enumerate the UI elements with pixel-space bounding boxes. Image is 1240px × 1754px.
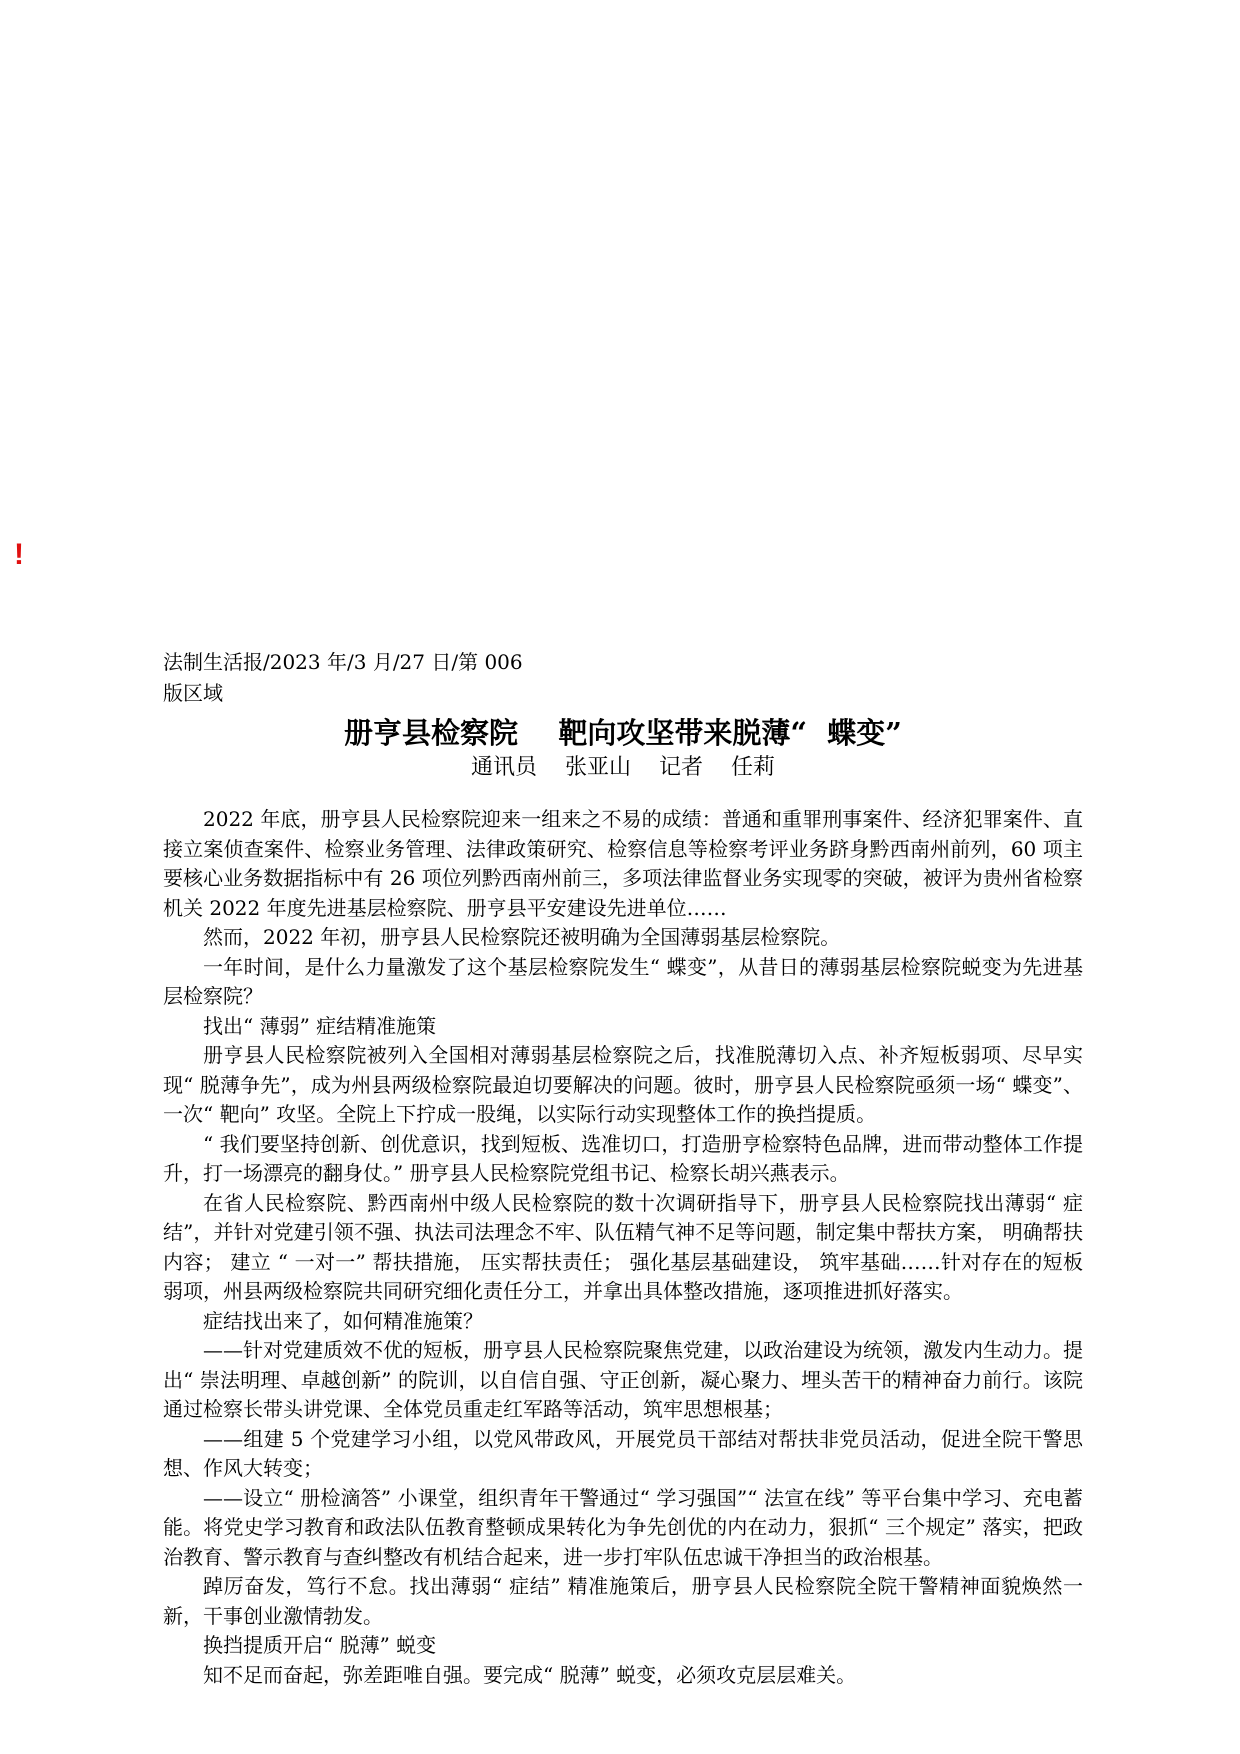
paragraph-listed-weak: 册亨县人民检察院被列入全国相对薄弱基层检察院之后，找准脱薄切入点、补齐短板弱项、尽早实现“ 脱薄争先”，成为州县两级检察院最迫切要解决的问题。彼时，册亨县人民检察院亟须一场“ 蝶变”、一次“ 靶向” 攻坚。全院上下拧成一股绳，以实际行动实现整体工作的换挡提质。 [163, 1043, 1083, 1126]
paragraph-overcome: 知不足而奋起，弥差距唯自强。要完成“ 脱薄” 蜕变，必须攻克层层难关。 [203, 1662, 857, 1687]
paragraph-classroom: ——设立“ 册检滴答” 小课堂，组织青年干警通过“ 学习强国”“ 法宣在线” 等平台集中学习、充电蓄能。将党史学习教育和政法队伍教育整顿成果转化为争先创优的内在动力，狠抓“ 三个规定” 落实，把政治教育、警示教育与查纠整改有机结合起来，进一步打牢队伍忠诚干净担当的政治根基。 [163, 1485, 1083, 1569]
paragraph-quote: “ 我们要坚持创新、创优意识，找到短板、选准切口，打造册亨检察特色品牌，进而带动整体工作提升，打一场漂亮的翻身仗。” 册亨县人民检察院党组书记、检察长胡兴燕表示。 [163, 1131, 1083, 1185]
article-byline: 通讯员 张亚山 记者 任莉 [471, 755, 775, 780]
paragraph-new-look: 踔厉奋发，笃行不怠。找出薄弱“ 症结” 精准施策后，册亨县人民检察院全院干警精神面貌焕然一新，干事创业激情勃发。 [163, 1574, 1083, 1628]
article-page [163, 647, 1083, 1690]
paragraph-weak-status: 然而，2022 年初，册亨县人民检察院还被明确为全国薄弱基层检察院。 [203, 925, 841, 949]
paragraph-intro-achievements: 2022 年底，册亨县人民检察院迎来一组来之不易的成绩：普通和重罪刑事案件、经济犯罪案件、直接立案侦查案件、检察业务管理、法律政策研究、检察信息等检察考评业务跻身黔西南州前列，60 项主要核心业务数据指标中有 26 项位列黔西南州前三，多项法律监督业务实现零的突破，被评为贵州省检察机关 2022 年度先进基层检察院、册亨县平安建设先进单位…… [163, 807, 1083, 920]
section-heading-upgrade: 换挡提质开启“ 脱薄” 蜕变 [203, 1633, 437, 1657]
article-title: 册亨县检察院 靶向攻坚带来脱薄“ 蝶变” [344, 716, 902, 750]
paragraph-party-building: ——针对党建质效不优的短板，册亨县人民检察院聚焦党建，以政治建设为统领，激发内生动力。提出“ 崇法明理、卓越创新” 的院训，以自信自强、守正创新，凝心聚力、埋头苦干的精神奋力前行。该院通过检察长带头讲党课、全体党员重走红军路等活动，筑牢思想根基； [163, 1338, 1083, 1421]
exclamation-mark: ! [14, 538, 24, 571]
source-line: 法制生活报/2023 年/3 月/27 日/第 006 [163, 650, 523, 674]
paragraph-how-to-act: 症结找出来了，如何精准施策？ [203, 1308, 483, 1333]
paragraph-question: 一年时间，是什么力量激发了这个基层检察院发生“ 蝶变”，从昔日的薄弱基层检察院蜕变为先进基层检察院？ [163, 954, 1083, 1008]
paragraph-guidance: 在省人民检察院、黔西南州中级人民检察院的数十次调研指导下，册亨县人民检察院找出薄弱“ 症结”，并针对党建引领不强、执法司法理念不牢、队伍精气神不足等问题，制定集中帮扶方案， 明确帮扶内容； 建立 “ 一对一” 帮扶措施， 压实帮扶责任； 强化基层基础建设， 筑牢基础……针对存在的短板弱项，州县两级检察院共同研究细化责任分工，并拿出具体整改措施，逐项推进抓好落实。 [163, 1190, 1083, 1303]
source-line-continued: 版区域 [163, 681, 223, 705]
paragraph-study-groups: ——组建 5 个党建学习小组，以党风带政风，开展党员干部结对帮扶非党员活动，促进全院干警思想、作风大转变； [163, 1426, 1083, 1480]
section-heading-find-weakness: 找出“ 薄弱” 症结精准施策 [203, 1013, 437, 1038]
article-body [163, 805, 1083, 1690]
